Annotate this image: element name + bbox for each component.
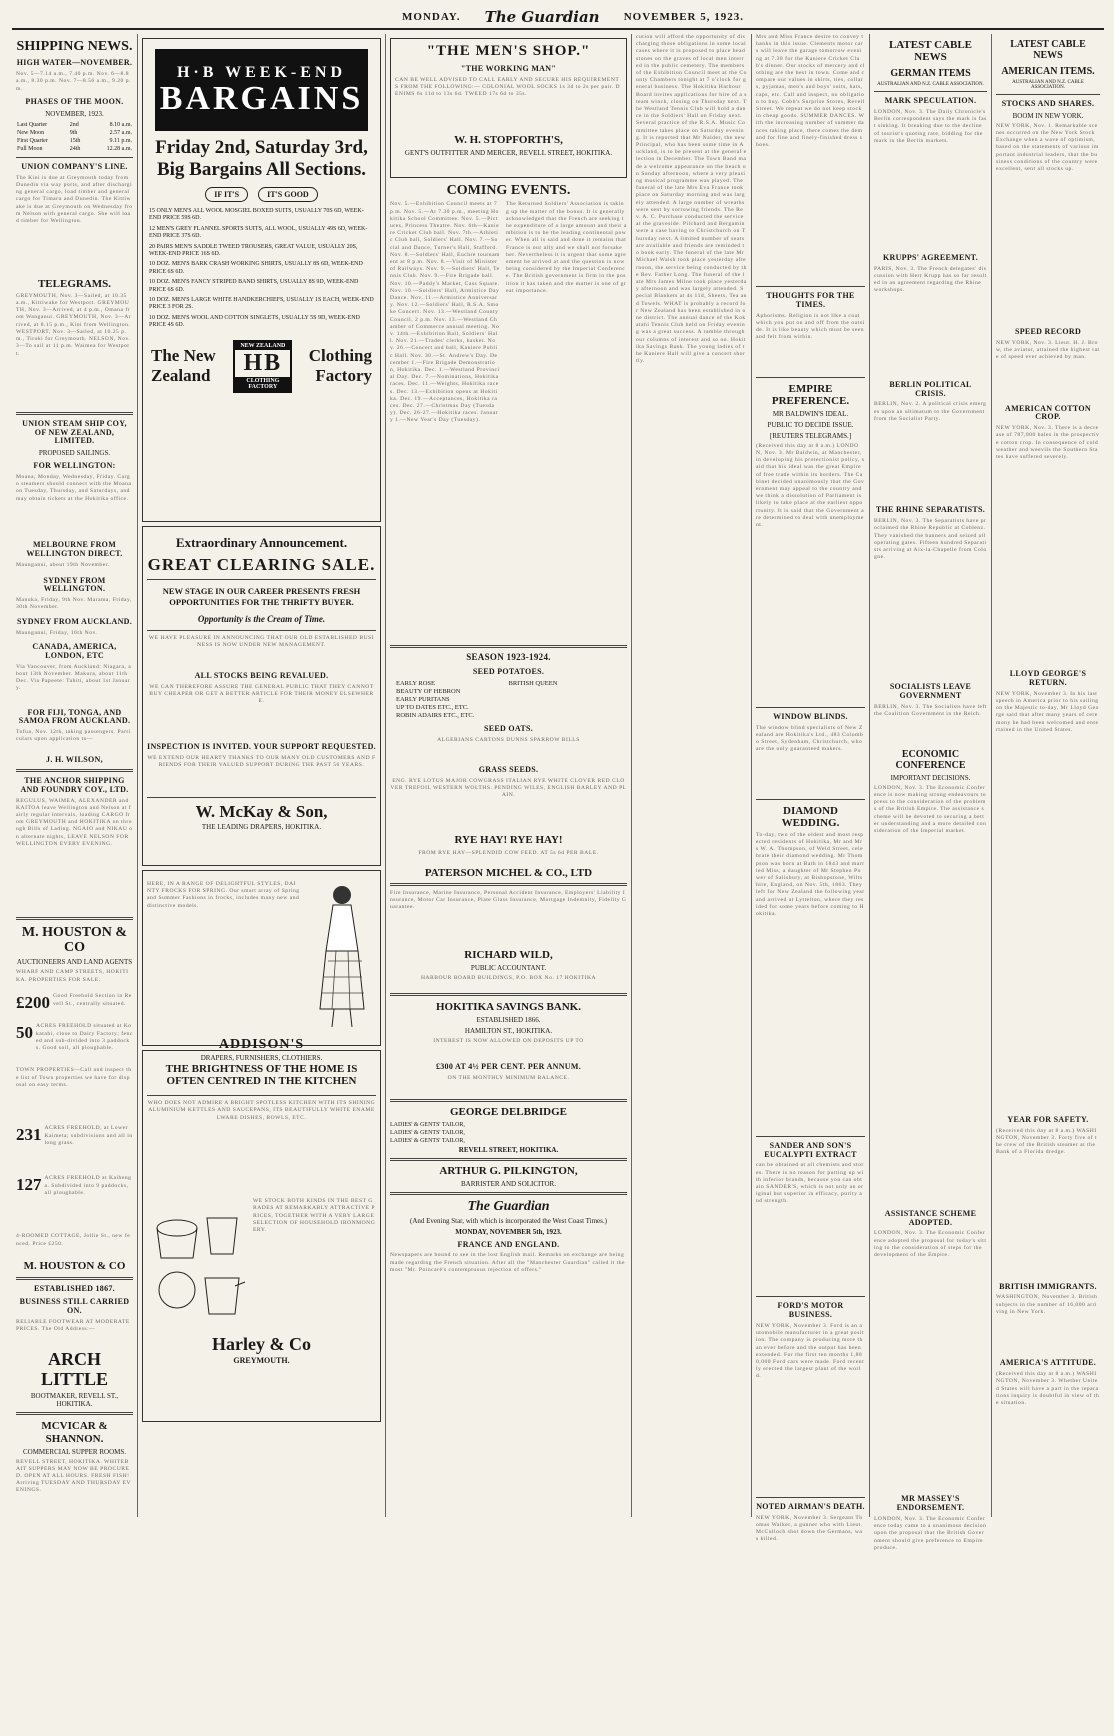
telegrams-heading: TELEGRAMS. xyxy=(37,277,112,290)
listing-price: £200 xyxy=(16,993,50,1013)
divider xyxy=(390,645,627,648)
delbridge-heading: GEORGE DELBRIDGE xyxy=(449,1105,568,1118)
listing-price: 231 xyxy=(16,1125,42,1145)
addisons-heading: ADDISON'S xyxy=(218,1037,305,1052)
economic-text: LONDON, Nov. 3. The Economic Conference is now making strong endeavours to press to the consideration of the problems of the British Empire. The assistance scheme will be devoted to securing a better understanding and a more detailed consideration of the Imperial market. xyxy=(874,784,987,834)
article-text: The Returned Soldiers' Association is taking up the matter of the bonus. It is generally acknowledged that the French are seeking the expenditure of a large amount and their ambition is to be the leading continental power. When all is said and done it remains that France is our ally and we shall not forsake her. Nevertheless it is urgent that some agreement be arrived at and the question is now being considered by the Imperial Conference. The British government is firm in the position it has taken and the matter is one of great importance. xyxy=(506,201,627,294)
hb-banner-main: BARGAINS xyxy=(159,80,364,117)
hb-footer-left: The New Zealand xyxy=(151,346,216,386)
divider xyxy=(16,1277,133,1280)
columns xyxy=(12,34,1104,1551)
sailings-text: Tofua, Nov. 12th, taking passengers. Particulars upon application to— xyxy=(16,729,131,743)
krupps-text: PARIS, Nov. 3. The French delegates' discussion with Herr Krupp has so far resulted in an agreement regarding the Rhine workshops. xyxy=(874,265,987,294)
melbourne-heading: MELBOURNE FROM WELLINGTON DIRECT. xyxy=(26,540,123,558)
thoughts-heading: THOUGHTS FOR THE TIMES. xyxy=(766,291,855,309)
events-list: Nov. 5.—Exhibition Council meets at 7 p.m. Nov. 5.—At 7.30 p.m., meeting Hokitika School Committee. Nov. 5.—Pictures, Princess Theatre. Nov. 6th—Kaniere Cricket Club ball. Nov. 7th.—Athletic Club ball, Soldiers' Hall. Nov. 7.—Social and Dance, Turner's Hall, Stafford. Nov. 8.—Soldiers' Hall, Euchre tournament at 8 p.m. Nov. 8.—Visit of Minister of Railways. Nov. 9.—Soldiers' Hall, Tennis Club. Nov. 9.—Fire Brigade ball. Nov. 10.—Paddy's Market, Cass Square. Nov. 10.—Soldiers' Hall, Armistice Day Dance. Nov. 11.—Armistice Anniversary. Nov. 12.—Soldiers' Hall, R.S.A. Smoke Concert. Nov. 13.—Westland County Council, 2 p.m. Nov. 13.—Westland Chamber of Commerce annual meeting. Nov. 14th.—Exhibition Ball, Soldiers' Hall. Nov. 21.—Trades' clerks, basket. Nov. 26.—Concert and ball, Kaniere Public Hall. Nov. 30.—St. Andrew's Day. December 1.—Fire Brigade Demonstration, Hokitika. Dec. 1.—Westland Provincial Day. Dec. 7.—Nominations, Hokitika races. Dec. 11.—Weights, Hokitika races. Dec. 13.—Exhibition opens at Hokitika. Dec. 19.—Acceptances, Hokitika races. Dec. 27.—Christmas Day (Tuesday). Dec. 26-27.—Hokitika races. January 1.—New Year's Day (Tuesday). xyxy=(390,201,500,424)
harley-subheading: GREYMOUTH. xyxy=(233,1356,290,1366)
divider xyxy=(390,883,627,886)
announcement-heading: Extraordinary Announcement. xyxy=(175,535,348,550)
proposed-sailings-heading: PROPOSED SAILINGS. xyxy=(38,449,111,458)
tailors-line: LADIES' & GENTS' TAILOR, xyxy=(390,1129,465,1136)
lloyd-george-heading: LLOYD GEORGE'S RETURN. xyxy=(1009,669,1087,687)
sailings-text: Moana, Monday, Wednesday, Friday. Cargo steamers should connect with the Moana on Tuesday, Thursday, and Saturdays, and may obtain tickets at the Hokitika office. xyxy=(16,474,132,502)
general-news-text: cution will afford the opportunity of discharging those obligations in some local cases where it is proposed to place headstones on the graves of local men interred in the public cemetery. The members of the Exhibition Council meet at the County Chambers tonight at 7 o'clock for general business. The Hokitika Harbour Board invites applications for hire of a steam winch, closing on Thursday next. The Westland Tennis Club will hold a dance in the Soldiers' Hall on Friday next. Several practice of the R.S.A. Music Committee takes place on Saturday evening. It is reported that Mr Nalder, the new Principal, who has been some time in Auckland, is to be present at the general election in December. The Town Band made a welcome appearance on the beach on Sunday afternoon, where a very pleasing musical programme was played. The funeral of the late Mrs Eva France took place on Saturday morning and was largely attended. A large number of wreaths were sent by sorrowing friends. The Rev. A. C. Purchase conducted the service at the graveside. Pilchard and Bergamin were a case having to Christchurch on Thursday next. A limited number of seats are available and friends are reminded to book early. The funeral of the late Mr Michael Walsh took place yesterday afternoon, the service being conducted by the Rev. Father Long. The funeral of the late Mrs James Milne took place yesterday afternoon and was largely attended. Special Blankets at 4s 11d, Sheets, Tea and Towels. WHAT is probably a record for New Zealand has been established in one district. The annual dance of the Kokatahi Tennis Club held on Friday evening was a great success. A ramble through our columns of interest and so on. Hokitika Savings Bank. The young ladies of the Kaniere Hall will give a concert shortly. xyxy=(636,34,747,365)
seed-text: FROM RYE HAY—SPLENDID COW FEED. AT 5s 6d PER BALE. xyxy=(418,849,599,856)
seed-item: EARLY PURITANS xyxy=(396,696,450,704)
divider xyxy=(390,1099,627,1102)
mcvicar-heading: MCVICAR & SHANNON. xyxy=(41,1420,108,1445)
hb-logo-bottom: CLOTHING FACTORY xyxy=(235,377,290,391)
insurance-text: Fire Insurance, Marine Insurance, Personal Accident Insurance, Employers' Liability Insurance, Motor Car Insurance, Plate Glass Insurance, Mortgage Indemnity, Fidelity Guarantee. xyxy=(390,889,627,911)
lady-figure-icon xyxy=(306,881,376,1031)
safety-heading: YEAR FOR SAFETY. xyxy=(1007,1114,1089,1124)
bargain-item: 15 ONLY MEN'S ALL WOOL MOSGIEL BOXED SUITS, USUALLY 70S 6D, WEEK-END PRICE 59S 6D. xyxy=(149,208,364,222)
divider xyxy=(996,94,1100,95)
masthead-day: MONDAY. xyxy=(402,11,461,23)
pilkington-subheading: BARRISTER AND SOLICITOR. xyxy=(461,1179,556,1188)
savings-bank-text: ON THE MONTHLY MINIMUM BALANCE. xyxy=(447,1074,570,1081)
assistance-text: LONDON, Nov. 3. The Economic Conference adopted the proposal for today's sitting to the consideration of steps for the development of the Empire. xyxy=(874,1230,987,1258)
listing-text: ACRES FREEHOLD, at Lower Kaimeta; subdivisions and all in long grass. xyxy=(44,1125,133,1146)
divider xyxy=(756,286,865,287)
bargain-item: 10 DOZ. MEN'S LARGE WHITE HANDKERCHIEFS, USUALLY 1S EACH, WEEK-END PRICE 3 FOR 2S. xyxy=(149,297,374,311)
listing-price: 127 xyxy=(16,1175,42,1195)
sander-text: can be obtained at all chemists and stores. There is no reason for putting up with inferior brands, because you can obtain SANDER'S, which is not only an original but superior in efficacy, purity and strength. xyxy=(756,1162,864,1205)
hb-logo xyxy=(233,340,292,393)
paterson-heading: PATERSON MICHEL & CO., LTD xyxy=(424,866,593,879)
mens-shop-heading: "THE MEN'S SHOP." xyxy=(426,43,591,59)
guardian-editorial-title: The Guardian xyxy=(467,1198,550,1214)
listing xyxy=(16,1023,133,1067)
divider xyxy=(874,91,987,92)
bargain-item: 10 DOZ. MEN'S FANCY STRIPED BAND SHIRTS, USUALLY 8S 9D, WEEK-END PRICE 6S 6D. xyxy=(149,279,359,293)
empire-heading: EMPIRE PREFERENCE. xyxy=(771,382,850,407)
moon-phases-table xyxy=(16,121,133,153)
listing xyxy=(16,1175,133,1233)
immigrants-text: WASHINGTON, November 3. British subjects in the number of 16,000 arriving in New York. xyxy=(996,1294,1098,1315)
association-line: AUSTRALIAN AND N.Z. CABLE ASSOCIATION. xyxy=(877,82,984,88)
listing-text: ACRES FREEHOLD at Kaihenga. Subdivided into 9 paddocks, all ploughable. xyxy=(44,1175,132,1196)
column-shipping xyxy=(12,34,138,1517)
column-general-news xyxy=(632,34,752,1517)
seed-item: EARLY ROSE xyxy=(396,680,436,688)
working-man-heading: "THE WORKING MAN" xyxy=(460,64,557,73)
masthead-paper-name: The Guardian xyxy=(484,8,600,26)
important-heading: IMPORTANT DECISIONS. xyxy=(890,773,971,782)
moon-phases-heading: PHASES OF THE MOON. xyxy=(25,97,124,107)
publish-heading: PUBLIC TO DECIDE ISSUE. xyxy=(767,420,854,429)
mark-text: LONDON, Nov. 3. The Daily Chronicle's Berlin correspondent says the mark is fast sinking. It breaking due to the decline of tourist's quoting rate, bidding for the mark in the Berlin markets. xyxy=(874,108,987,144)
clearing-text: WE EXTEND OUR HEARTY THANKS TO OUR MANY OLD CUSTOMERS AND FRIENDS FOR THEIR VALUED SUPPORT DURING THE PAST 56 YEARS. xyxy=(147,754,376,768)
canada-heading: CANADA, AMERICA, LONDON, ETC xyxy=(32,642,117,660)
seed-item xyxy=(509,688,622,696)
houston-text: 4-ROOMED COTTAGE, Jollie St., new fenced. Price £250. xyxy=(16,1233,131,1247)
established-heading: ESTABLISHED 1867. xyxy=(34,1283,115,1293)
listing-text: ACRES FREEHOLD situated at Kokatahi, close to Dairy Factory; fenced and sub-divided into 3 paddocks. Good soil, all ploughable. xyxy=(36,1023,133,1052)
divider xyxy=(16,157,133,158)
inspection-heading: INSPECTION IS INVITED. YOUR SUPPORT REQUESTED. xyxy=(147,741,376,751)
stopforth-heading: W. H. STOPFORTH'S, xyxy=(454,133,563,146)
mckay-subheading: THE LEADING DRAPERS, HOKITIKA. xyxy=(201,822,322,831)
listing-price: 50 xyxy=(16,1023,33,1043)
phase-day: 24th xyxy=(69,145,81,152)
airman-heading: NOTED AIRMAN'S DEATH. xyxy=(756,1501,865,1511)
airman-text: NEW YORK, November 3. Sergeant Thomas Walker, a gunner who with Lieut. McCulloch shot down the Germans, was killed. xyxy=(756,1514,863,1543)
union-company-text: The Kini is due at Greymouth today from Dunedin via way ports, and after discharging general cargo, load timber and general cargo for Timaru and Dunedin. The Kittiwake is due at Greymouth on Wednesday from Nelson with general cargo. She will load timber for Wellington. xyxy=(16,174,133,224)
column-american-items xyxy=(992,34,1104,1517)
for-wellington-heading: FOR WELLINGTON: xyxy=(33,461,116,471)
fords-heading: FORD'S MOTOR BUSINESS. xyxy=(777,1301,844,1320)
sailings-text: Maunganui, Friday, 16th Nov. xyxy=(16,630,98,637)
association-line: AUSTRALIAN AND N.Z. CABLE ASSOCIATION. xyxy=(1012,80,1084,90)
guardian-editorial-date: MONDAY, NOVEMBER 5th, 1923. xyxy=(455,1227,562,1236)
harley-illustration-row xyxy=(147,1198,376,1328)
sydney-wellington-heading: SYDNEY FROM WELLINGTON. xyxy=(43,575,106,594)
shipping-news-heading: SHIPPING NEWS. xyxy=(16,39,133,54)
hb-bargains-ad xyxy=(142,38,381,522)
economic-heading: ECONOMIC CONFERENCE xyxy=(895,748,966,771)
sailings-text: Manuka, Friday, 9th Nov. Marama, Friday, 30th November. xyxy=(16,597,132,611)
harley-text: WE STOCK BOTH KINDS IN THE BEST GRADES AT REMARKABLY ATTRACTIVE PRICES, TOGETHER WITH A VERY LARGE SELECTION OF HOUSEHOLD IRONMONGERY. xyxy=(253,1198,376,1233)
table-row xyxy=(16,137,133,145)
houston-heading: M. HOUSTON & CO xyxy=(21,924,128,956)
stocks-text: NEW YORK, Nov. 1. Remarkable scenes occurred on the New York Stock Exchange when a wave of optimism, based on the statements of various important industrial leaders, that the business conditions of the country were excellent, sent all stocks up. xyxy=(996,122,1099,173)
seed-potatoes-heading: SEED POTATOES. xyxy=(472,667,545,677)
seed-grid xyxy=(396,680,621,720)
socialists-text: BERLIN, Nov. 3. The Socialists have left the Coalition Government in the Reich. xyxy=(874,703,987,717)
phase-time: 8.10 a.m. xyxy=(109,121,132,128)
divider xyxy=(390,993,627,996)
fiji-heading: FOR FIJI, TONGA, AND SAMOA FROM AUCKLAND. xyxy=(18,707,131,726)
season-heading: SEASON 1923-1924. xyxy=(466,652,551,663)
divider xyxy=(390,1192,627,1195)
table-row xyxy=(16,145,133,153)
houston-text: TOWN PROPERTIES—Call and inspect the list of Town properties we have for disposal on easy terms. xyxy=(16,1067,132,1088)
diamond-wedding-text: To-day, two of the oldest and most respected residents of Hokitika, Mr and Mrs W. A. Thompson, of Weld Street, celebrate their diamond wedding. Mr Thompson was born at Bath in 1843 and married Miss, a daughter of Mr Stephen Power of Salisbury, at Bishopstone, Wiltshire, England, on Nov. 5th, 1863. They left for New Zealand the following year and arrived at Lyttelton, where they resided for some years before coming to Hokitika. xyxy=(756,831,865,917)
addisons-subheading: DRAPERS, FURNISHERS, CLOTHIERS. xyxy=(200,1054,323,1062)
column-local xyxy=(386,34,632,1517)
german-items-heading: GERMAN ITEMS xyxy=(890,68,971,80)
pilkington-heading: ARTHUR G. PILKINGTON, xyxy=(439,1164,578,1177)
mcvicar-text: REVELL STREET, HOKITIKA. WHITEBAIT SUPPERS MAY NOW BE PROCURED. OPEN AT ALL HOURS. FRESH FISH! Arriving TUESDAY AND THURSDAY EVENINGS. xyxy=(16,1458,132,1494)
sailings-text: Via Vancouver, from Auckland: Niagara, about 13th November. Makura, about 11th Dec. Via Papeete: Tahiti, about 1st January. xyxy=(16,663,132,692)
kitchenware-icon xyxy=(147,1198,247,1328)
high-water-heading: HIGH WATER—NOVEMBER. xyxy=(16,58,133,68)
sander-heading: SANDER AND SON'S EUCALYPTI EXTRACT xyxy=(764,1140,857,1159)
masthead-date: NOVEMBER 5, 1923. xyxy=(623,11,744,23)
mcvicar-subheading: COMMERCIAL SUPPER ROOMS. xyxy=(22,1447,126,1456)
seed-item xyxy=(509,696,622,704)
houston-text: WHARF AND CAMP STREETS, HOKITIKA. PROPERTIES FOR SALE. xyxy=(16,969,129,983)
business-text: RELIABLE FOOTWEAR AT MODERATE PRICES. The Old Address:— xyxy=(16,1318,130,1333)
hb-logo-top: NEW ZEALAND xyxy=(235,342,290,350)
clearing-sale-heading: GREAT CLEARING SALE. xyxy=(147,555,376,574)
divider xyxy=(16,917,133,920)
tailors-line: LADIES' & GENTS' TAILOR, xyxy=(390,1121,465,1128)
latest-cable-heading: LATEST CABLE NEWS xyxy=(888,39,973,64)
seed-item: BRITISH QUEEN xyxy=(508,680,558,688)
attitude-text: (Received this day at 8 a.m.) WASHINGTON, November 3. Whether United States will have a part in the reparations inquiry is doubtful in view of the situation. xyxy=(996,1371,1100,1406)
sailings-text: Maunganui, about 19th November. xyxy=(16,561,110,568)
france-heading: FRANCE AND ENGLAND. xyxy=(457,1239,560,1249)
tide-table: Nov. 5—7.14 a.m., 7.40 p.m. Nov. 6—8.8 a.m., 8.30 p.m. Nov. 7—8.56 a.m., 9.20 p.m. xyxy=(16,71,131,92)
fords-text: NEW YORK, November 3. Ford is an automobile manufacturer in a great position. The company is producing more than ever before and the output has been extended. For the first ten months 1,800,000 Ford cars were made. Ford recently erected the largest plant of the world. xyxy=(756,1322,865,1380)
telegrams-text: GREYMOUTH, Nov. 3—Sailed, at 10.35 a.m., Kittiwake for Westport. GREYMOUTH, Nov. 3—Arrived, at 4 p.m., Omana from Wanganui. GREYMOUTH, Nov. 3—Arrived, at 8.15 p.m., Kini from Wellington. WESTPORT, Nov. 3—Sailed, at 10.25 p.m., Tiroki for Greymouth. NELSON, Nov. 3—To sail at 11 p.m. Waimea for Westport. xyxy=(16,292,132,357)
divider xyxy=(756,1497,865,1498)
berlin-text: BERLIN, Nov. 2. A political crisis emerges upon an ultimatum to the Government from the Socialist Party. xyxy=(874,401,987,422)
rhine-heading: THE RHINE SEPARATISTS. xyxy=(875,505,986,515)
bargain-item: 10 DOZ. MEN'S BARK CRASH WORKING SHIRTS, USUALLY 8S 6D, WEEK-END PRICE 6S 6D. xyxy=(149,261,363,275)
stopforth-subheading: GENT'S OUTFITTER AND MERCER, REVELL STREET, HOKITIKA. xyxy=(404,148,613,157)
divider xyxy=(147,797,376,798)
coming-events-heading: COMING EVENTS. xyxy=(446,183,571,198)
grass-seeds-heading: GRASS SEEDS. xyxy=(478,764,539,774)
table-row xyxy=(16,121,133,129)
richard-wild-heading: RICHARD WILD, xyxy=(464,948,553,961)
assistance-heading: ASSISTANCE SCHEME ADOPTED. xyxy=(884,1208,977,1227)
divider xyxy=(147,630,376,631)
massey-heading: MR MASSEY'S ENDORSEMENT. xyxy=(896,1494,965,1513)
new-stage-text: NEW STAGE IN OUR CAREER PRESENTS FRESH OPPORTUNITIES FOR THE THRIFTY BUYER. xyxy=(162,586,361,607)
mens-shop-text: CAN BE WELL ADVISED TO CALL EARLY AND SECURE HIS REQUIREMENTS FROM THE FOLLOWING:— COLONIAL WOOL SOCKS 1s 3d to 2s per pair. DENIMS 6s 11d to 13s 6d. TWEED 17s 6d to 35s. xyxy=(395,76,621,98)
divider xyxy=(147,1095,376,1096)
speed-heading: SPEED RECORD xyxy=(1014,326,1082,336)
harley-heading: Harley & Co xyxy=(212,1334,311,1355)
seed-text: ENG. RYE LOTUS MAJOR COWGRASS ITALIAN RYE WHITE CLOVER RED CLOVER TREFOIL WESTERN WOLTHS. PENDING WILES, ENGLISH BARLEY AND PLAIN. xyxy=(390,777,627,799)
lloyd-george-text: NEW YORK, November 3. In his last speech in America prior to his sailing on the Majestic to-day, Mr Lloyd George said that after many years of ceremony he had been welcomed and entertained in the United States. xyxy=(996,690,1099,733)
column-german-items xyxy=(870,34,992,1551)
empire-text: (Received this day at 8 a.m.) LONDON, Nov. 3. Mr Baldwin, at Manchester, in developing his protectionist policy, said that his ideal was the great Empire of free trade within its borders. The Cabinet decided unanimously that the Government may appeal to the country and we think a dissolution of Parliament is likely to take place at the earliest opportunity. It is said that the Government are determined to deal with unemployment. xyxy=(756,442,865,529)
hb-footer-right: Clothing Factory xyxy=(308,346,372,386)
seed-item: ROBIN ADAIRS ETC., ETC. xyxy=(396,712,475,720)
divider xyxy=(16,1412,133,1415)
phase-time: 2.57 a.m. xyxy=(109,129,132,136)
tailors-line: LADIES' & GENTS' TAILOR, xyxy=(390,1137,465,1144)
seed-item xyxy=(509,712,622,720)
good-banner-left: IF IT'S xyxy=(205,187,248,202)
listing xyxy=(16,1125,133,1175)
phase-name: Full Moon xyxy=(17,145,43,152)
phase-day: 2nd xyxy=(69,121,79,128)
cotton-text: NEW YORK, Nov. 3. There is a decrease of 787,000 bales in the prospective cotton crop. In consequence of cold weather and weevils the Southern States have suffered severely. xyxy=(996,425,1100,460)
diamond-wedding-heading: DIAMOND WEDDING. xyxy=(781,804,840,829)
union-steam-heading: UNION STEAM SHIP COY, OF NEW ZEALAND, LIMITED. xyxy=(22,418,127,446)
savings-bank-established: ESTABLISHED 1866. xyxy=(476,1015,541,1024)
divider xyxy=(756,707,865,708)
hb-logo-main: HB xyxy=(243,349,283,376)
opportunity-text: Opportunity is the Cream of Time. xyxy=(197,614,326,624)
good-banner-right: IT'S GOOD xyxy=(258,187,318,202)
sydney-auckland-heading: SYDNEY FROM AUCKLAND. xyxy=(16,617,133,627)
mckay-heading: W. McKay & Son, xyxy=(195,801,328,821)
addisons-text: HERE, IN A RANGE OF DELIGHTFUL STYLES, DAINTY FROCKS FOR SPRING. Our smart array of Spring and Summer Fashions in frocks, includes many new and distinctive models. xyxy=(147,881,300,909)
attitude-heading: AMERICA'S ATTITUDE. xyxy=(999,1358,1097,1368)
krupps-heading: KRUPPS' AGREEMENT. xyxy=(882,252,979,262)
window-blinds-text: The window blind specialists of New Zealand are Hokitika's Ltd., 483 Colombo Street, Sydenham, Christchurch, who are the only guaranteed makers. xyxy=(756,724,864,753)
phase-time: 12.28 a.m. xyxy=(106,145,132,152)
arch-little-subheading: BOOTMAKER, REVELL ST., HOKITIKA. xyxy=(30,1392,119,1409)
union-company-heading: UNION COMPANY'S LINE. xyxy=(21,161,128,171)
seed-item xyxy=(509,704,622,712)
reuters-heading: [REUTERS TELEGRAMS.] xyxy=(769,431,852,440)
massey-text: LONDON, Nov. 3. The Economic Conference today came to a unanimous decision upon the proposal that the British Government should give preference to Empire produce. xyxy=(874,1515,987,1551)
phase-time: 9.11 p.m. xyxy=(109,137,132,144)
delbridge-address: REVELL STREET, HOKITIKA. xyxy=(458,1145,559,1154)
guardian-editorial-sub: (And Evening Star, with which is incorporated the West Coast Times.) xyxy=(410,1216,607,1225)
addisons-illustration-row xyxy=(147,881,376,1031)
seed-oats-heading: SEED OATS. xyxy=(483,724,534,734)
moon-phases-subheading: NOVEMBER, 1923. xyxy=(45,109,104,118)
boom-heading: BOOM IN NEW YORK. xyxy=(1012,111,1084,120)
cables-text: Mrs and Miss France desire to convey thanks in this issue. Clements motor cars will leave the garage tomorrow evening at 7.30 for the Kaniere Cricket Club's dinner. Our stocks of mercery and clothing are the best in town. Come and compare our values in shirts, ties, collars, pyjamas, men's and boys' suits, hats, caps, etc. Call and inspect, no obligation to buy. Cobb's Surprise Stores, Revell Street. We repeat we do not keep stock in cheap goods. SUMMER DANCES. With the increasing number of summer dances taking place, there comes the demand for fine and finely-finished dress shoes. xyxy=(756,34,865,149)
savings-bank-address: HAMILTON ST., HOKITIKA. xyxy=(464,1026,553,1035)
speed-text: NEW YORK, Nov. 3. Lieut. H. J. Brow, the aviator, attained the highest rate of speed ever achieved by man. xyxy=(996,339,1100,360)
seed-item: BEAUTY OF HEBRON xyxy=(396,688,461,696)
masthead xyxy=(12,6,1104,30)
divider xyxy=(756,1296,865,1297)
phase-name: Last Quarter xyxy=(17,121,48,128)
mark-heading: MARK SPECULATION. xyxy=(884,96,977,106)
socialists-heading: SOCIALISTS LEAVE GOVERNMENT xyxy=(889,682,972,700)
bargain-item: 12 MEN'S GREY FLANNEL SPORTS SUITS, ALL WOOL, USUALLY 49S 6D, WEEK-END PRICE 37S 6D. xyxy=(149,225,368,240)
hb-footer xyxy=(151,340,372,393)
houston-heading-2: M. HOUSTON & CO xyxy=(23,1260,126,1273)
table-row xyxy=(16,129,133,137)
divider xyxy=(16,769,133,772)
agent-name: J. H. WILSON, xyxy=(46,755,103,765)
revalued-heading: ALL STOCKS BEING REVALUED. xyxy=(194,671,329,680)
brightness-heading: THE BRIGHTNESS OF THE HOME IS OFTEN CENTRED IN THE KITCHEN xyxy=(165,1063,358,1088)
stocks-heading: STOCKS AND SHARES. xyxy=(1001,99,1095,108)
american-items-heading: AMERICAN ITEMS. xyxy=(1001,66,1095,77)
berlin-crisis-heading: BERLIN POLITICAL CRISIS. xyxy=(889,379,972,398)
harley-ad xyxy=(142,1050,381,1422)
british-immigrants-heading: BRITISH IMMIGRANTS. xyxy=(999,1281,1097,1291)
thoughts-text: Aphorisms. Religion is not like a coat which you put on and off from the outside. It is like beauty which must be seen and felt from within. xyxy=(756,312,865,341)
cotton-heading: AMERICAN COTTON CROP. xyxy=(1005,403,1091,422)
mens-shop-ad xyxy=(390,38,627,178)
good-banner xyxy=(147,187,376,202)
business-heading: BUSINESS STILL CARRIED ON. xyxy=(19,1297,130,1316)
seed-item: UP TO DATES ETC., ETC. xyxy=(396,704,469,712)
interest-heading: £300 AT 4½ PER CENT. PER ANNUM. xyxy=(435,1061,582,1071)
hb-banner xyxy=(155,49,368,131)
clearing-text: WE HAVE PLEASURE IN ANNOUNCING THAT OUR OLD ESTABLISHED BUSINESS IS NOW UNDER NEW MANAGEMENT. xyxy=(148,635,375,649)
latest-cable-heading-2: LATEST CABLE NEWS xyxy=(1010,39,1086,61)
divider xyxy=(756,799,865,800)
hb-dates: Friday 2nd, Saturday 3rd, Big Bargains All Sections. xyxy=(155,137,368,180)
harley-text: WHO DOES NOT ADMIRE A BRIGHT SPOTLESS KITCHEN WITH ITS SHINING ALUMINIUM KETTLES AND SAUCEPANS, ITS BEAUTIFULLY WHITE ENAMELWARE DISHES, BOWLS, ETC. xyxy=(147,1100,376,1121)
baldwin-heading: MR BALDWIN'S IDEAL. xyxy=(772,409,849,418)
savings-bank-heading: HOKITIKA SAVINGS BANK. xyxy=(436,1000,581,1013)
phase-name: New Moon xyxy=(17,129,45,136)
clearing-sale-ad xyxy=(142,526,381,866)
column-advertisements xyxy=(138,34,386,1517)
divider xyxy=(756,1136,865,1137)
address-text: HARBOUR BOARD BUILDINGS, P.O. BOX No. 17 HOKITIKA xyxy=(420,974,597,981)
phase-name: First Quarter xyxy=(17,137,48,144)
addisons-ad xyxy=(142,870,381,1062)
divider xyxy=(147,579,376,580)
hb-banner-top: H·B WEEK-END xyxy=(176,64,347,81)
bargain-item: 20 PAIRS MEN'S SADDLE TWEED TROUSERS, GREAT VALUE, USUALLY 20S, WEEK-END PRICE 16S 6D. xyxy=(149,243,358,258)
listing-text: Good Freehold Section in Revell St., centrally situated. xyxy=(53,993,132,1007)
safety-text: (Received this day at 8 a.m.) WASHINGTON, November 3. Forty five of the crew of the British steamer at the Bank of a Florida dredge. xyxy=(996,1127,1098,1156)
phase-day: 9th xyxy=(69,129,78,136)
houston-subheading: AUCTIONEERS AND LAND AGENTS xyxy=(16,958,133,967)
column-cables xyxy=(752,34,870,1543)
divider xyxy=(390,1158,627,1161)
editorial-text: Newspapers are bound to see in the lost English mail. Remarks on exchange are being made regarding the French situation. After all the "Manchester Guardian" called it the most "Mr. Poincaré's contemptuous rejection of offers." xyxy=(390,1252,626,1273)
anchor-company-heading: THE ANCHOR SHIPPING AND FOUNDRY COY., LTD. xyxy=(20,776,129,794)
richard-wild-subheading: PUBLIC ACCOUNTANT. xyxy=(470,963,547,972)
divider xyxy=(756,377,865,378)
arch-little-heading: ARCH LITTLE xyxy=(40,1348,109,1389)
divider xyxy=(16,412,133,415)
anchor-company-text: REGULUS, WAIMEA, ALEXANDER and KAITOA leave Wellington and Nelson at fairly regular intervals, loading CARGO from GREYMOUTH and HOKITIKA on through Bills of Lading. NGAIO and NIKAU on alternate nights, LEAVE NELSON FOR WELLINGTON EVERY EVENING. xyxy=(16,797,133,847)
savings-bank-text: INTEREST IS NOW ALLOWED ON DEPOSITS UP TO xyxy=(433,1037,584,1044)
listing xyxy=(16,993,133,1023)
rye-heading: RYE HAY! RYE HAY! xyxy=(454,833,563,846)
clearing-text: WE CAN THEREFORE ASSURE THE GENERAL PUBLIC THAT THEY CANNOT BUY CHEAPER OR GET A BETTER ARTICLE FOR THEIR MONEY ELSEWHERE. xyxy=(149,683,374,705)
seed-text: ALGERIANS CARTONS DUNNS SPARROW BILLS xyxy=(437,736,580,743)
bargain-item: 10 DOZ. MEN'S WOOL AND COTTON SINGLETS, USUALLY 5S 9D, WEEK-END PRICE 4S 6D. xyxy=(149,314,360,329)
phase-day: 15th xyxy=(69,137,81,144)
rhine-text: BERLIN, Nov. 3. The Separatists have proclaimed the Rhine Republic at Coblenz. They vanished the banners and seized all operating gates. Fifteen hundred Separatists arriving at Aix-la-Chapelle from Cologne. xyxy=(874,518,987,561)
window-blinds-heading: WINDOW BLINDS. xyxy=(773,711,848,721)
